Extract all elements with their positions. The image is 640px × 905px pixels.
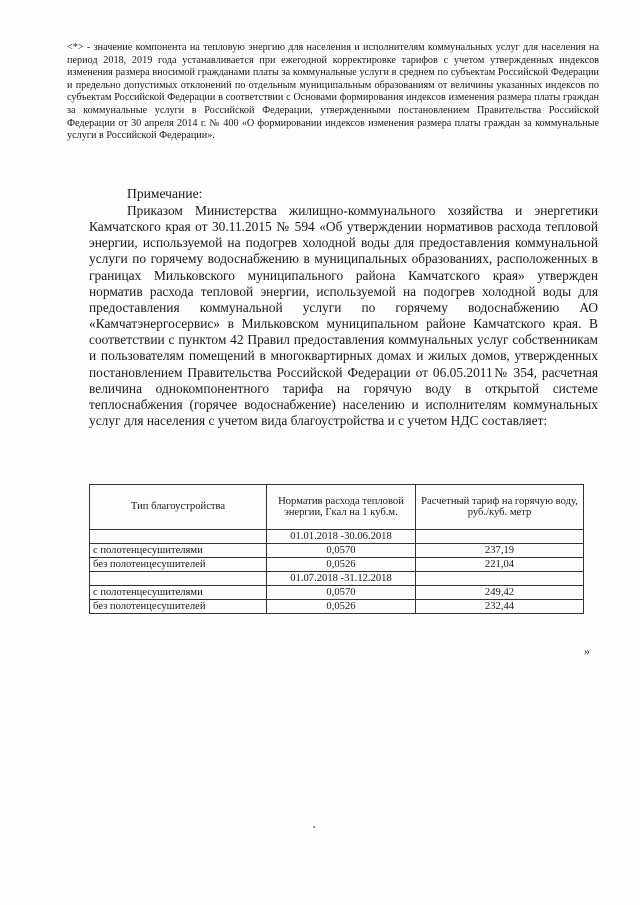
row-type: без полотенцесушителей [90, 600, 267, 614]
row-tariff: 237,19 [416, 544, 584, 558]
header-type: Тип благоустройства [90, 485, 267, 530]
row-tariff: 221,04 [416, 558, 584, 572]
row-tariff: 249,42 [416, 586, 584, 600]
header-norm: Норматив расхода тепловой энергии, Гкал на 1 куб.м. [267, 485, 416, 530]
row-type: без полотенцесушителей [90, 558, 267, 572]
table-row [90, 586, 584, 600]
header-tariff: Расчетный тариф на горячую воду, руб./куб. метр [416, 485, 584, 530]
row-norm: 0,0526 [267, 558, 416, 572]
row-type: с полотенцесушителями [90, 544, 267, 558]
period-empty-cell [416, 530, 584, 544]
row-type: с полотенцесушителями [90, 586, 267, 600]
footnote: <*> - значение компонента на тепловую энергию для населения и исполнителям коммунальных услуг для населения на период 2018, 2019 года устанавливается при ежегодной корректировке тарифов с учетом утвержденных индексов изменения размера вносимой гражданами платы за коммунальные услуги в среднем по субъектам Российской Федерации и предельно допустимых отклонений по отдельным муниципальным образованиям от величины указанных индексов по субъектам Российской Федерации в соответствии с Основами формирования индексов изменения размера платы граждан за коммунальные услуги в Российской Федерации, утвержденными постановлением Правительства Российской Федерации от 30 апреля 2014 г. № 400 «О формировании индексов изменения размера платы граждан за коммунальные услуги в Российской Федерации». [67, 42, 599, 142]
table-row [90, 544, 584, 558]
row-norm: 0,0570 [267, 586, 416, 600]
note-body [89, 203, 598, 429]
period-empty-cell [416, 572, 584, 586]
row-tariff: 232,44 [416, 600, 584, 614]
table-row [90, 558, 584, 572]
closing-quote-mark: » [584, 644, 590, 658]
table-row [90, 600, 584, 614]
table-period-row [90, 572, 584, 586]
row-norm: 0,0570 [267, 544, 416, 558]
period-empty-cell [90, 530, 267, 544]
period-empty-cell [90, 572, 267, 586]
row-norm: 0,0526 [267, 600, 416, 614]
table-period-row [90, 530, 584, 544]
tariff-table [89, 484, 584, 614]
note-paragraph: Приказом Министерства жилищно-коммунального хозяйства и энергетики Камчатского края от 30.11.2015 № 594 «Об утверждении нормативов расхода тепловой энергии, используемой на подогрев холодной воды для предоставления коммунальной услуги по горячему водоснабжению в муниципальных образованиях, расположенных в границах Мильковского муниципального района Камчатского края» утвержден норматив расхода тепловой энергии, используемой на подогрев холодной воды для предоставления коммунальной услуги по горячему водоснабжению АО «Камчатэнергосервис» в Мильковском муниципальном районе Камчатского края. В соответствии с пунктом 42 Правил предоставления коммунальных услуг собственникам и пользователям помещений в многоквартирных домах и жилых домов, утвержденных постановлением Правительства Российской Федерации от 06.05.2011№ 354, расчетная величина однокомпонентного тарифа на горячую воду в открытой системе теплоснабжения (горячее водоснабжение) населению и исполнителям коммунальных услуг для населения с учетом вида благоустройства и с учетом НДС составляет: [89, 203, 598, 429]
period-label: 01.07.2018 -31.12.2018 [267, 572, 416, 586]
period-label: 01.01.2018 -30.06.2018 [267, 530, 416, 544]
table-header-row [90, 485, 584, 530]
scan-speck [313, 826, 315, 828]
note-title: Примечание: [127, 186, 203, 201]
